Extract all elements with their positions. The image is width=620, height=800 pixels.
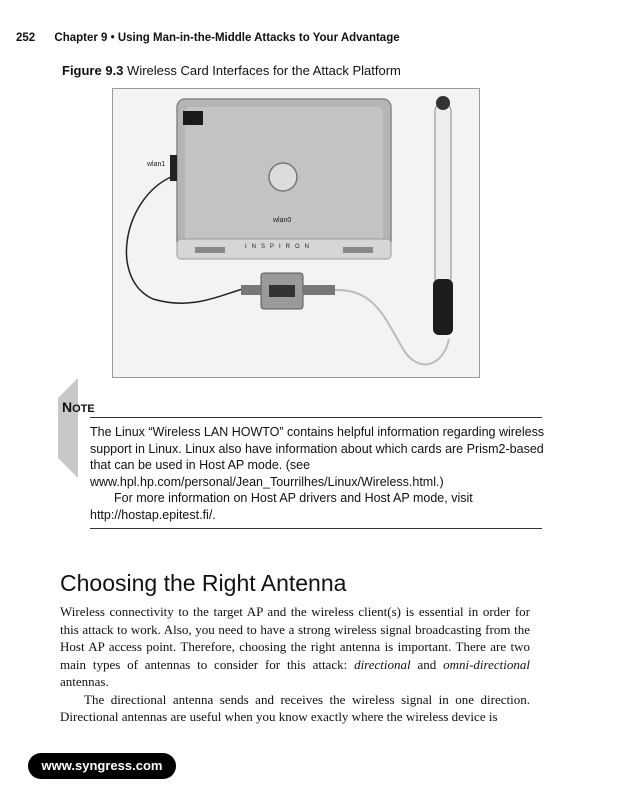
- note-body: [90, 424, 545, 524]
- p1-text-a: Wireless connectivity to the target AP and the wireless client(s) is essential in order for this attack to work. Also, you need to have a strong wireless signal broadcasting from the Host AP access point. Therefore, choosing the right antenna is important. There are two main types of antennas to consider for this attack:: [60, 604, 530, 672]
- note-top-rule: [90, 417, 542, 418]
- note-title-rest: OTE: [72, 403, 95, 415]
- footer-url-badge[interactable]: www.syngress.com: [28, 753, 176, 779]
- page-number: 252: [16, 32, 36, 44]
- figure-caption: [62, 63, 401, 78]
- note-paragraph-1: The Linux “Wireless LAN HOWTO” contains helpful information regarding wireless support in Linux. Linux also have information about which cards are Prism2-based that can be used in Host AP mode. (see www.hpl.hp.com/personal/Jean_Tourrilhes/Linux/Wireless.html.): [90, 425, 545, 489]
- laptop-brand: INSPIRON: [245, 244, 315, 250]
- laptop-antenna-illustration: [113, 89, 479, 377]
- section-heading: Choosing the Right Antenna: [60, 570, 347, 596]
- p1-emphasis-omni: omni-directional: [443, 656, 530, 672]
- figure-caption-text: Wireless Card Interfaces for the Attack Platform: [127, 63, 401, 78]
- running-title: Chapter 9 • Using Man-in-the-Middle Attacks to Your Advantage: [54, 32, 400, 44]
- figure-number: Figure 9.3: [62, 63, 124, 78]
- note-tab-graphic: [58, 378, 78, 478]
- p1-text-c: antennas.: [60, 674, 109, 689]
- note-title-initial: N: [62, 399, 73, 415]
- section-body: [60, 603, 530, 726]
- note-paragraph-2: For more information on Host AP drivers and Host AP mode, visit http://hostap.epitest.fi/.: [90, 491, 473, 522]
- p1-emphasis-directional: directional: [354, 656, 411, 672]
- label-wlan0: wlan0: [273, 217, 292, 224]
- label-wlan1: wlan1: [147, 161, 166, 168]
- note-title: [62, 399, 95, 415]
- p1-text-b: and: [410, 656, 444, 672]
- body-paragraph-2: The directional antenna sends and receives the wireless signal in one direction. Directional antennas are useful when you know exactly where the wireless device is: [60, 691, 530, 724]
- running-header: [16, 32, 400, 44]
- body-paragraph-1: [60, 603, 530, 691]
- figure-photo: [112, 88, 480, 378]
- note-bottom-rule: [90, 528, 542, 529]
